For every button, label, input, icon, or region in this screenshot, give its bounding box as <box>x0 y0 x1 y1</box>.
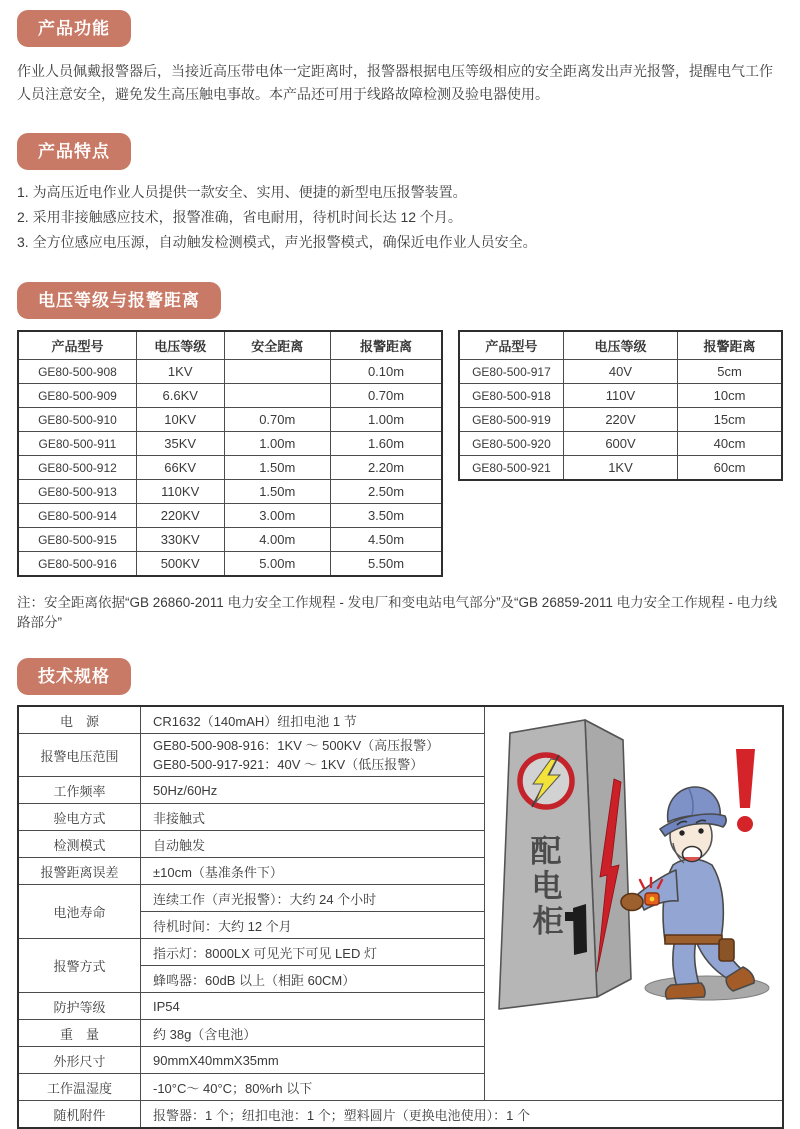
table-cell: GE80-500-908 <box>18 360 136 384</box>
section-title-badge: 产品功能 <box>17 10 131 47</box>
table-cell: GE80-500-918 <box>459 384 563 408</box>
table-cell: 66KV <box>136 456 224 480</box>
table-cell: 1.60m <box>331 432 442 456</box>
section-product-features <box>17 133 784 255</box>
column-header: 产品型号 <box>459 331 563 360</box>
table-cell: 35KV <box>136 432 224 456</box>
list-item: 1. 为高压近电作业人员提供一款安全、实用、便捷的新型电压报警装置。 <box>17 184 467 200</box>
table-cell: 3.00m <box>224 504 330 528</box>
tech-spec-table <box>17 705 784 1129</box>
safety-illustration <box>485 706 784 1101</box>
table-cell: GE80-500-912 <box>18 456 136 480</box>
table-cell: GE80-500-910 <box>18 408 136 432</box>
table-cell: 4.00m <box>224 528 330 552</box>
table-row <box>18 408 442 432</box>
spec-value: 蜂鸣器：60dB 以上（相距 60CM） <box>141 966 485 993</box>
table-cell: 0.70m <box>224 408 330 432</box>
table-cell: 220V <box>563 408 677 432</box>
table-cell: 600V <box>563 432 677 456</box>
table-cell: 0.70m <box>331 384 442 408</box>
table-row <box>459 456 782 481</box>
cabinet-label <box>531 834 564 939</box>
product-function-text: 作业人员佩戴报警器后，当接近高压带电体一定距离时，报警器根据电压等级相应的安全距离发出声光报警，提醒电气工作人员注意安全，避免发生高压触电事故。本产品还可用于线路故障检测及验电器使用。 <box>17 63 773 102</box>
worker-cabinet-illustration <box>485 707 782 1023</box>
spec-value: 指示灯：8000LX 可见光下可见 LED 灯 <box>141 939 485 966</box>
spec-value: 连续工作（声光报警）：大约 24 个小时 <box>141 885 485 912</box>
table-row <box>18 456 442 480</box>
table-row <box>18 480 442 504</box>
low-voltage-table <box>458 330 783 481</box>
table-cell: 15cm <box>678 408 782 432</box>
table-cell: GE80-500-921 <box>459 456 563 481</box>
table-cell: 1.00m <box>331 408 442 432</box>
spec-value-line: GE80-500-908-916：1KV ～ 500KV（高压报警） <box>153 738 440 753</box>
spec-label: 外形尺寸 <box>18 1047 141 1074</box>
spec-label: 工作温湿度 <box>18 1074 141 1101</box>
table-row <box>459 432 782 456</box>
table-row <box>18 1101 783 1129</box>
table-row <box>18 528 442 552</box>
table-cell: GE80-500-920 <box>459 432 563 456</box>
column-header: 电压等级 <box>563 331 677 360</box>
table-cell: 220KV <box>136 504 224 528</box>
svg-text:柜: 柜 <box>532 904 564 939</box>
table-row <box>18 504 442 528</box>
spec-label: 电 源 <box>18 706 141 734</box>
spec-label: 防护等级 <box>18 993 141 1020</box>
table-cell: 5.00m <box>224 552 330 577</box>
spec-label: 电池寿命 <box>18 885 141 939</box>
table-row <box>459 408 782 432</box>
section-title-badge: 技术规格 <box>17 658 131 695</box>
electric-hazard-icon <box>520 755 572 807</box>
svg-text:配: 配 <box>530 834 562 869</box>
table-cell: GE80-500-917 <box>459 360 563 384</box>
table-row <box>18 432 442 456</box>
spec-value: -10°C～ 40°C；80%rh 以下 <box>141 1074 485 1101</box>
worker-figure <box>621 787 754 999</box>
table-row <box>18 360 442 384</box>
table-cell: 5cm <box>678 360 782 384</box>
table-row <box>459 384 782 408</box>
table-row <box>18 384 442 408</box>
table-row <box>459 360 782 384</box>
table-cell: 1KV <box>563 456 677 481</box>
table-cell: 3.50m <box>331 504 442 528</box>
worker-leg <box>673 939 699 987</box>
column-header: 产品型号 <box>18 331 136 360</box>
spec-value <box>141 734 485 777</box>
table-cell: 1.50m <box>224 456 330 480</box>
table-cell: GE80-500-916 <box>18 552 136 577</box>
table-cell: 10KV <box>136 408 224 432</box>
column-header: 报警距离 <box>331 331 442 360</box>
table-cell: 6.6KV <box>136 384 224 408</box>
table-cell: 500KV <box>136 552 224 577</box>
high-voltage-table <box>17 330 443 577</box>
spec-label: 工作频率 <box>18 777 141 804</box>
table-header-row <box>459 331 782 360</box>
spec-value: 自动触发 <box>141 831 485 858</box>
table-cell: 2.20m <box>331 456 442 480</box>
spec-value: ±10cm（基准条件下） <box>141 858 485 885</box>
voltage-tables-row <box>17 330 784 577</box>
svg-text:电: 电 <box>531 869 563 904</box>
column-header: 报警距离 <box>678 331 782 360</box>
section-tech-specs <box>17 658 784 1129</box>
worker-belt <box>665 935 722 944</box>
table-cell: GE80-500-919 <box>459 408 563 432</box>
table-cell <box>224 384 330 408</box>
spec-label: 报警距离误差 <box>18 858 141 885</box>
spec-label: 随机附件 <box>18 1101 141 1129</box>
table-cell: 1.00m <box>224 432 330 456</box>
table-cell: 60cm <box>678 456 782 481</box>
table-cell <box>224 360 330 384</box>
table-cell: 1KV <box>136 360 224 384</box>
spec-label: 检测模式 <box>18 831 141 858</box>
spec-value: 90mmX40mmX35mm <box>141 1047 485 1074</box>
worker-glove <box>621 894 643 911</box>
table-cell: GE80-500-914 <box>18 504 136 528</box>
table-row <box>18 706 783 734</box>
table-cell: GE80-500-909 <box>18 384 136 408</box>
exclamation-icon <box>736 749 755 832</box>
column-header: 安全距离 <box>224 331 330 360</box>
spec-value: CR1632（140mAH）纽扣电池 1 节 <box>141 706 485 734</box>
feature-list <box>17 180 784 255</box>
table-cell: 10cm <box>678 384 782 408</box>
spec-value: 非接触式 <box>141 804 485 831</box>
spec-value: 报警器：1 个；纽扣电池：1 个；塑料圆片（更换电池使用）：1 个 <box>141 1101 784 1129</box>
section-title-badge: 产品特点 <box>17 133 131 170</box>
table-cell: 110V <box>563 384 677 408</box>
list-item: 2. 采用非接触感应技术，报警准确，省电耐用，待机时间长达 12 个月。 <box>17 209 462 225</box>
section-product-function <box>17 10 784 106</box>
table-cell: GE80-500-913 <box>18 480 136 504</box>
spec-value: IP54 <box>141 993 485 1020</box>
column-header: 电压等级 <box>136 331 224 360</box>
table-cell: GE80-500-911 <box>18 432 136 456</box>
spec-label: 验电方式 <box>18 804 141 831</box>
worker-boot <box>666 983 705 999</box>
section-title-badge: 电压等级与报警距离 <box>17 282 221 319</box>
table-header-row <box>18 331 442 360</box>
table-cell: 0.10m <box>331 360 442 384</box>
table-cell: 330KV <box>136 528 224 552</box>
table-cell: GE80-500-915 <box>18 528 136 552</box>
table-cell: 4.50m <box>331 528 442 552</box>
table-cell: 40cm <box>678 432 782 456</box>
table-cell: 110KV <box>136 480 224 504</box>
safety-distance-note: 注：安全距离依据“GB 26860-2011 电力安全工作规程 - 发电厂和变电站电气部分”及“GB 26859-2011 电力安全工作规程 - 电力线路部分” <box>17 595 778 630</box>
spec-value: 待机时间：大约 12 个月 <box>141 912 485 939</box>
spec-label: 重 量 <box>18 1020 141 1047</box>
spec-value: 约 38g（含电池） <box>141 1020 485 1047</box>
table-cell: 5.50m <box>331 552 442 577</box>
section-voltage-tables <box>17 282 784 631</box>
spec-value-line: GE80-500-917-921：40V ～ 1KV（低压报警） <box>153 757 424 772</box>
spec-label: 报警方式 <box>18 939 141 993</box>
table-row <box>18 552 442 577</box>
table-cell: 40V <box>563 360 677 384</box>
table-cell: 2.50m <box>331 480 442 504</box>
list-item: 3. 全方位感应电压源，自动触发检测模式，声光报警模式，确保近电作业人员安全。 <box>17 234 537 250</box>
spec-label: 报警电压范围 <box>18 734 141 777</box>
belt-pouch <box>719 939 734 961</box>
table-cell: 1.50m <box>224 480 330 504</box>
spec-value: 50Hz/60Hz <box>141 777 485 804</box>
